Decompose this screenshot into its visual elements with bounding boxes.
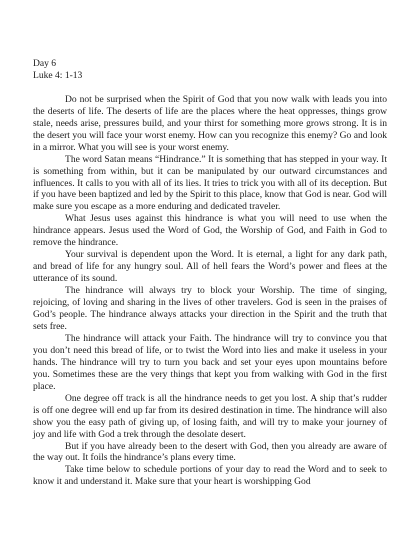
paragraph-2: The word Satan means “Hindrance.” It is something that has stepped in your way. It is something from within, but it can be manipulated by our outward circumstances and influences. It calls to you with all of its lies. It tries to trick you with all of its deception. But if you have been baptized and led by the Spirit to this place, know that God is near. God will make sure you escape as a more enduring and dedicated traveler. [33, 153, 387, 213]
blank-line [33, 82, 387, 94]
paragraph-9: Take time below to schedule portions of your day to read the Word and to seek to know it and understand it. Make sure that your heart is worshipping God [33, 464, 387, 488]
paragraph-1: Do not be surprised when the Spirit of God that you now walk with leads you into the deserts of life. The deserts of life are the places where the heat oppresses, things grow stale, needs arise, pressures build, and your thirst for something more grows strong. It is in the desert you will face your worst enemy. How can you recognize this enemy? Go and look in a mirror. What you will see is your worst enemy. [33, 93, 387, 153]
devotional-text [33, 58, 387, 488]
paragraph-4: Your survival is dependent upon the Word. It is eternal, a light for any dark path, and bread of life for any hungry soul. All of hell fears the Word’s power and flees at the utterance of its sound. [33, 249, 387, 285]
paragraph-6: The hindrance will attack your Faith. The hindrance will try to convince you that you don’t need this bread of life, or to twist the Word into lies and make it useless in your hands. The hindrance will try to turn you back and set your eyes upon mountains before you. Sometimes these are the very things that kept you from walking with God in the first place. [33, 332, 387, 392]
day-heading: Day 6 [33, 58, 57, 69]
paragraph-3: What Jesus uses against this hindrance is what you will need to use when the hindrance appears. Jesus used the Word of God, the Worship of God, and Faith in God to remove the hindrance. [33, 213, 387, 249]
paragraph-8: But if you have already been to the desert with God, then you already are aware of the way out. It foils the hindrance’s plans every time. [33, 440, 387, 464]
paragraph-5: The hindrance will always try to block your Worship. The time of singing, rejoicing, of loving and sharing in the lives of other travelers. God is seen in the praises of God’s people. The hindrance always attacks your direction in the Spirit and the truth that sets free. [33, 285, 387, 332]
paragraph-7: One degree off track is all the hindrance needs to get you lost. A ship that’s rudder is off one degree will end up far from its desired destination in time. The hindrance will also show you the easy path of giving up, of losing faith, and will try to make your journey of joy and life with God a trek through the desolate desert. [33, 392, 387, 440]
scripture-reference: Luke 4: 1-13 [33, 69, 83, 81]
